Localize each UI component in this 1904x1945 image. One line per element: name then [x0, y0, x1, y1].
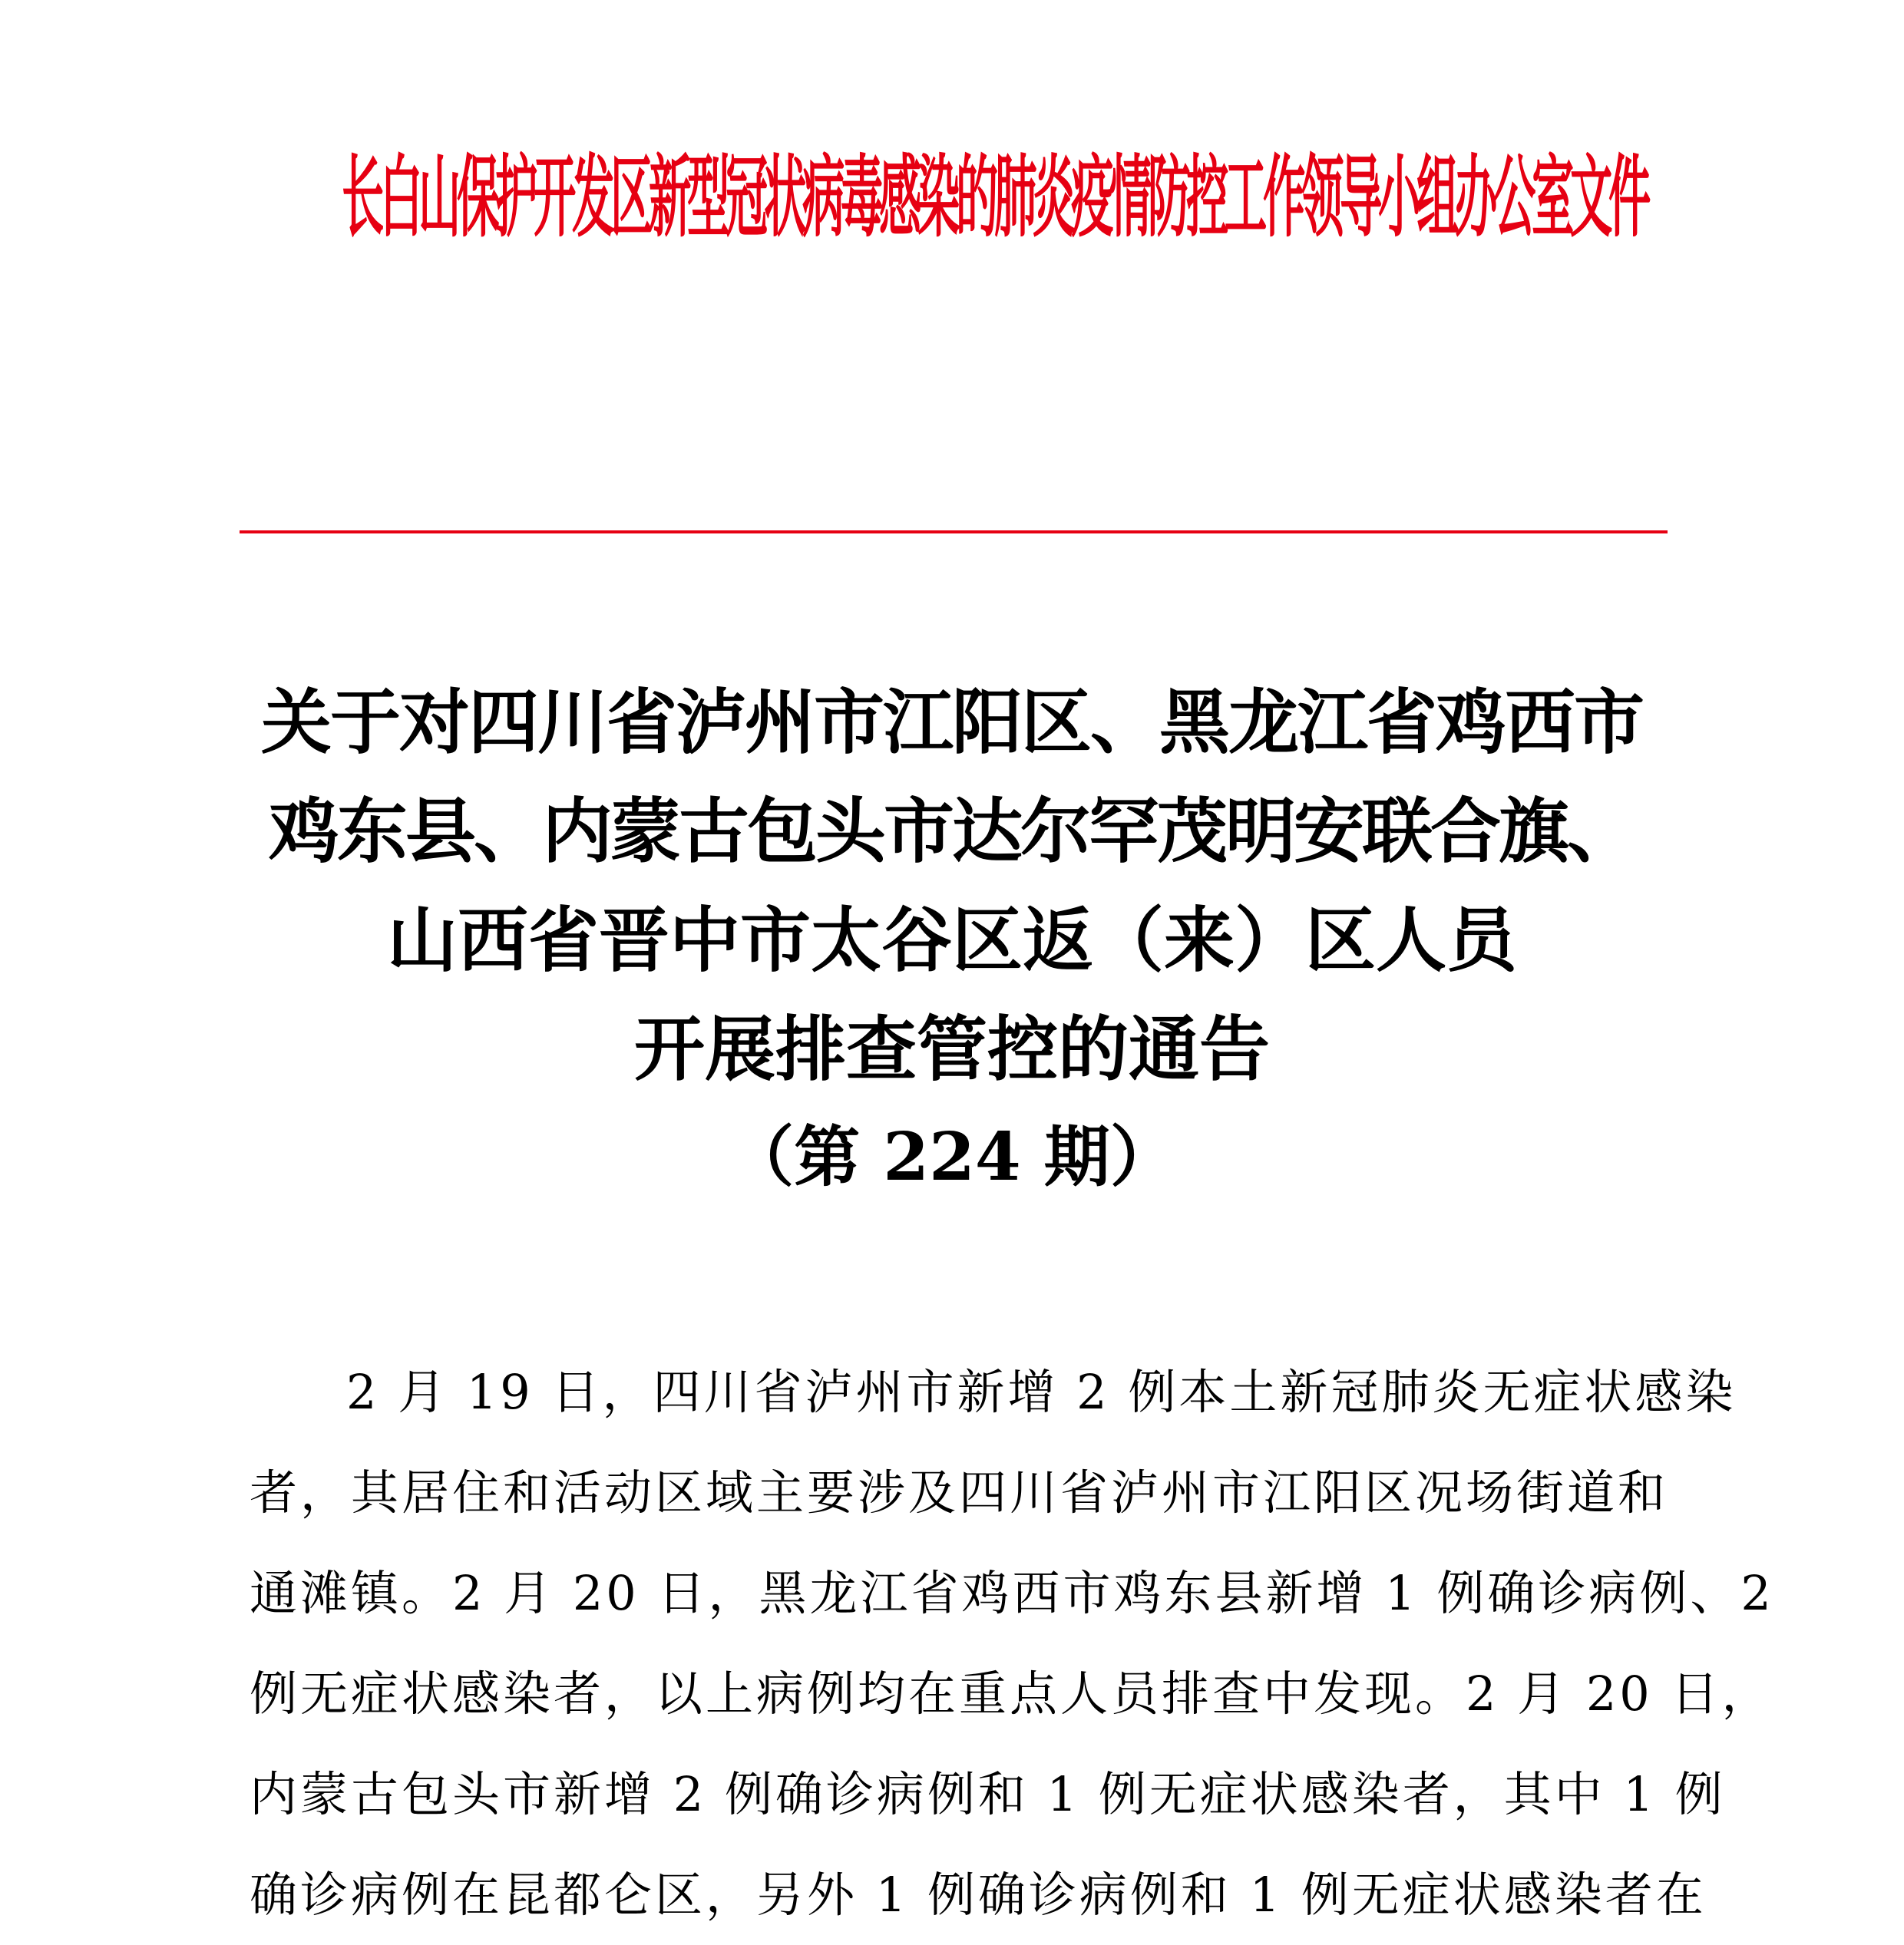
body-line-6: 确诊病例在昆都仑区，另外 1 例确诊病例和 1 例无症状感染者在	[250, 1867, 1707, 1923]
title-line-3: 山西省晋中市太谷区返（来）区人员	[386, 899, 1517, 982]
body-line-2: 者，其居住和活动区域主要涉及四川省泸州市江阳区况场街道和	[250, 1465, 1669, 1521]
title-line-1: 关于对四川省泸州市江阳区、黑龙江省鸡西市	[260, 681, 1643, 764]
header-divider	[240, 530, 1668, 533]
title-line-2: 鸡东县、内蒙古包头市达尔罕茂明安联合旗、	[268, 790, 1635, 873]
issuer-header: 长白山保护开发区新型冠状病毒感染的肺炎疫情防控工作领导小组办公室文件	[342, 145, 1648, 250]
notice-body	[250, 1342, 1774, 1945]
issue-number: （第 224 期）	[728, 1118, 1176, 1196]
body-line-1: 2 月 19 日，四川省泸州市新增 2 例本土新冠肺炎无症状感染	[346, 1364, 1737, 1420]
body-line-4: 例无症状感染者，以上病例均在重点人员排查中发现。2 月 20 日，	[250, 1666, 1773, 1722]
body-line-5: 内蒙古包头市新增 2 例确诊病例和 1 例无症状感染者，其中 1 例	[250, 1766, 1726, 1822]
body-line-3: 通滩镇。2 月 20 日，黑龙江省鸡西市鸡东县新增 1 例确诊病例、2	[250, 1565, 1774, 1621]
title-line-4: 开展排查管控的通告	[633, 1008, 1270, 1091]
notice-title	[230, 668, 1674, 1211]
